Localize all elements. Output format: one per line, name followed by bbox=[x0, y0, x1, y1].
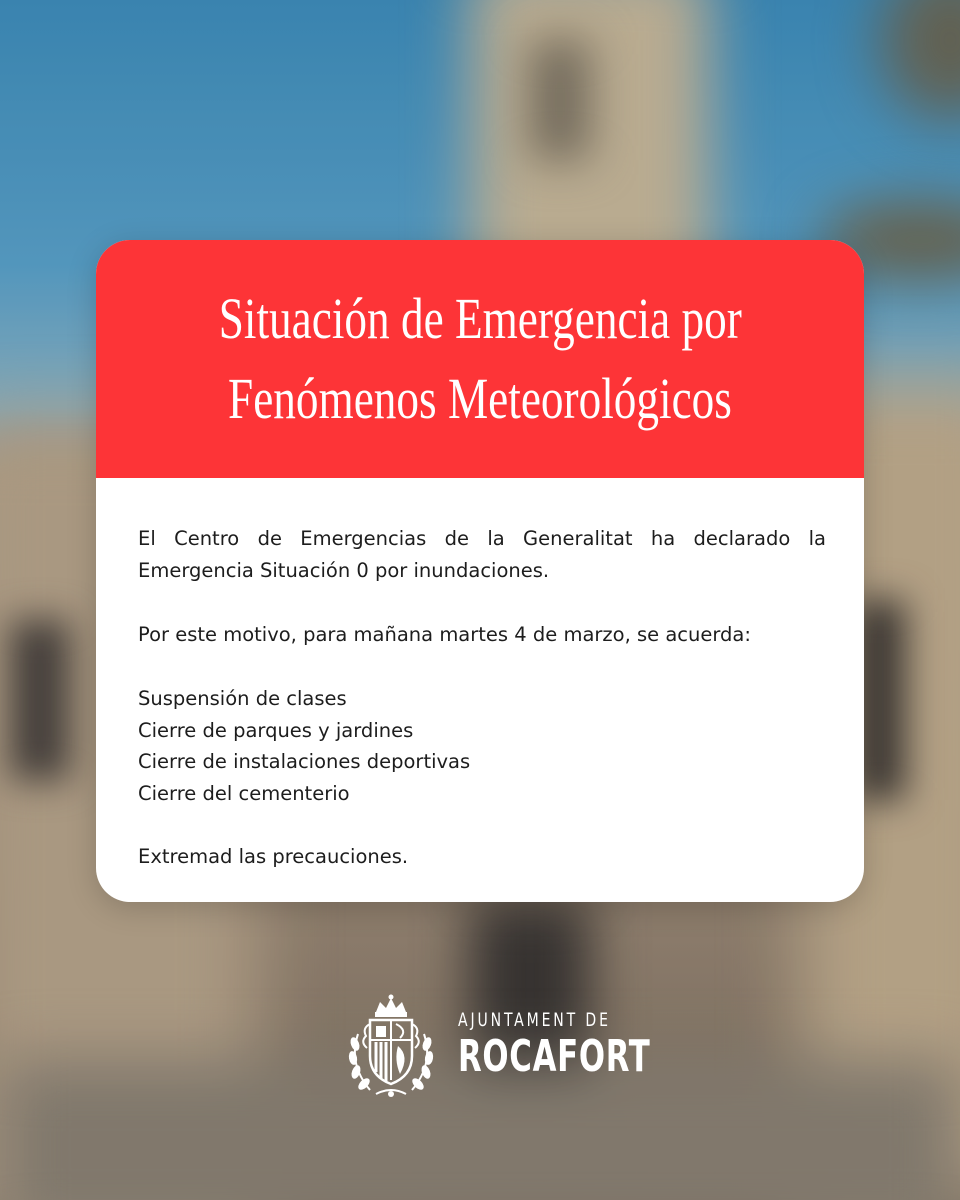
logo-line-ajuntament: AJUNTAMENT DE bbox=[458, 1009, 611, 1031]
measures-list bbox=[138, 683, 826, 809]
logo-line-rocafort: ROCAFORT bbox=[458, 1031, 651, 1082]
list-item: Cierre del cementerio bbox=[138, 781, 350, 805]
list-item: Suspensión de clases bbox=[138, 687, 347, 710]
ajuntament-logo bbox=[340, 994, 651, 1104]
list-item: Cierre de instalaciones deportivas bbox=[138, 750, 471, 773]
title-line-1: Situación de Emergencia por bbox=[218, 286, 742, 351]
intro-paragraph: El Centro de Emergencias de la Generalitat ha declarado la Emergencia Situación 0 por inundaciones. bbox=[138, 527, 826, 582]
card-body bbox=[138, 523, 826, 873]
announcement-card bbox=[96, 240, 864, 902]
card-header bbox=[96, 240, 864, 478]
closing-paragraph: Extremad las precauciones. bbox=[138, 845, 409, 868]
motive-paragraph: Por este motivo, para mañana martes 4 de marzo, se acuerda: bbox=[138, 623, 751, 646]
logo-text bbox=[458, 1008, 733, 1082]
coat-of-arms-icon bbox=[340, 994, 442, 1104]
list-item: Cierre de parques y jardines bbox=[138, 718, 414, 742]
title-line-2: Fenómenos Meteorológicos bbox=[228, 366, 732, 431]
